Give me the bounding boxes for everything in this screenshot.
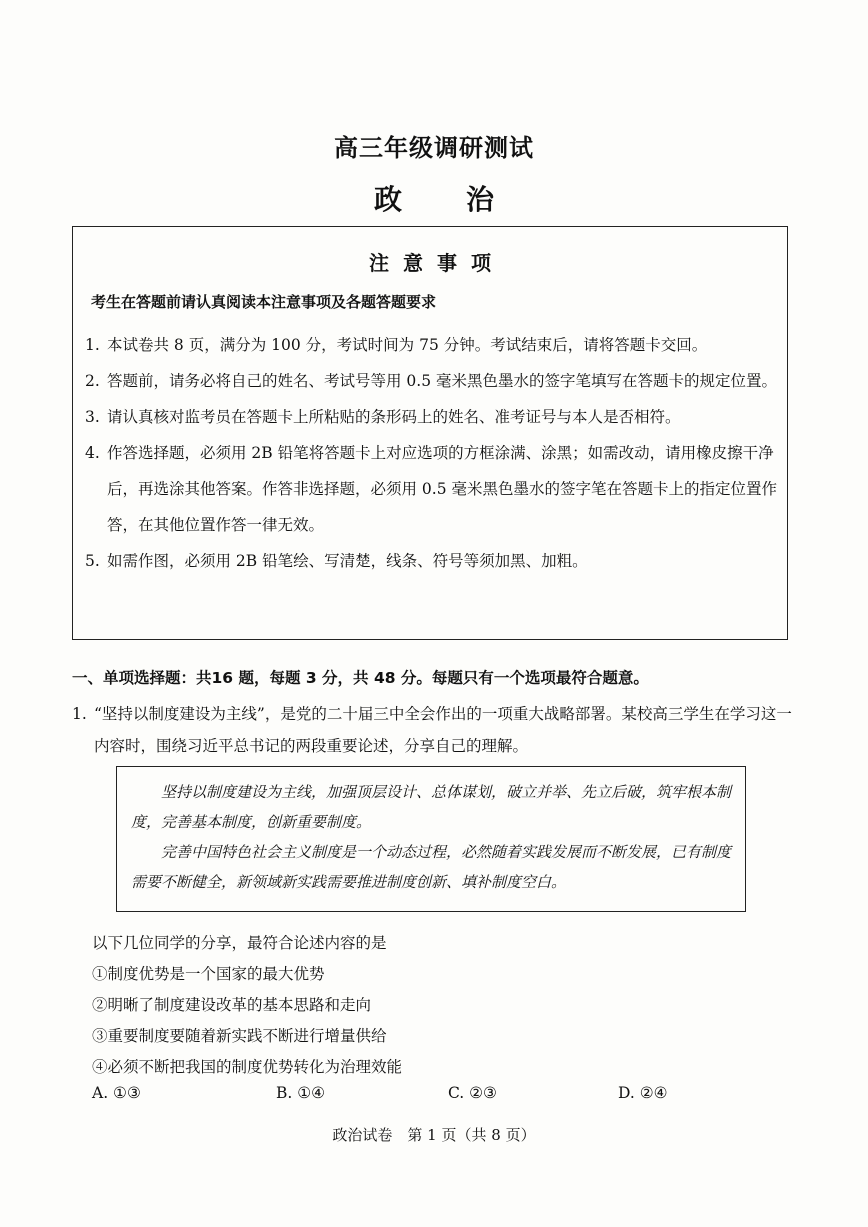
notice-item [85,399,777,435]
notice-item-number: 1. [85,336,100,354]
quote-paragraph: 坚持以制度建设为主线，加强顶层设计、总体谋划，破立并举、先立后破，筑牢根本制度，完善基本制度，创新重要制度。 [131,783,732,831]
exam-title: 高三年级调研测试 [334,133,534,162]
statement-item: ①制度优势是一个国家的最大优势 [92,965,325,983]
notice-list [85,327,777,579]
notice-item [85,363,777,399]
notice-item-text: 如需作图，必须用 2B 铅笔绘、写清楚，线条、符号等须加黑、加粗。 [107,552,588,570]
question-stem: 以下几位同学的分享，最符合论述内容的是 [92,934,387,952]
section-heading: 一、单项选择题：共16 题，每题 3 分，共 48 分。每题只有一个选项最符合题意。 [72,669,649,687]
question-number: 1. [72,705,87,723]
option-a: A. ①③ [92,1084,141,1102]
question-stem-block [92,928,402,1083]
question-1 [72,698,792,762]
notice-item-text: 作答选择题，必须用 2B 铅笔将答题卡上对应选项的方框涂满、涂黑；如需改动，请用橡皮擦干净后，再选涂其他答案。作答非选择题，必须用 0.5 毫米黑色墨水的签字笔在答题卡上的指定位置作答，在其他位置作答一律无效。 [107,444,778,534]
option-d: D. ②④ [618,1084,668,1102]
answer-options [92,1084,782,1114]
notice-box [72,226,788,640]
quote-paragraph: 完善中国特色社会主义制度是一个动态过程，必然随着实践发展而不断发展，已有制度需要不断健全，新领域新实践需要推进制度创新、填补制度空白。 [131,843,732,891]
option-b: B. ①④ [276,1084,326,1102]
notice-item-number: 4. [85,444,100,462]
notice-subtitle: 考生在答题前请认真阅读本注意事项及各题答题要求 [91,293,437,311]
notice-item [85,543,777,579]
statement-item: ②明晰了制度建设改革的基本思路和走向 [92,996,372,1014]
notice-item-number: 2. [85,372,100,390]
option-c: C. ②③ [448,1084,497,1102]
notice-item-text: 请认真核对监考员在答题卡上所粘贴的条形码上的姓名、准考证号与本人是否相符。 [107,408,681,426]
statement-item: ③重要制度要随着新实践不断进行增量供给 [92,1027,387,1045]
statement-item: ④必须不断把我国的制度优势转化为治理效能 [92,1058,403,1076]
quote-box [116,766,746,912]
question-text: “坚持以制度建设为主线”，是党的二十届三中全会作出的一项重大战略部署。某校高三学生在学习这一内容时，围绕习近平总书记的两段重要论述，分享自己的理解。 [94,705,792,755]
page-footer: 政治试卷 第 1 页（共 8 页） [332,1126,536,1144]
notice-item [85,327,777,363]
notice-item-text: 本试卷共 8 页，满分为 100 分，考试时间为 75 分钟。考试结束后，请将答题卡交回。 [107,336,708,354]
notice-item [85,435,777,543]
exam-subject: 政 治 [373,183,512,216]
notice-item-number: 3. [85,408,100,426]
notice-item-number: 5. [85,552,100,570]
notice-item-text: 答题前，请务必将自己的姓名、考试号等用 0.5 毫米黑色墨水的签字笔填写在答题卡的规定位置。 [107,372,778,390]
notice-title: 注意事项 [369,251,505,275]
